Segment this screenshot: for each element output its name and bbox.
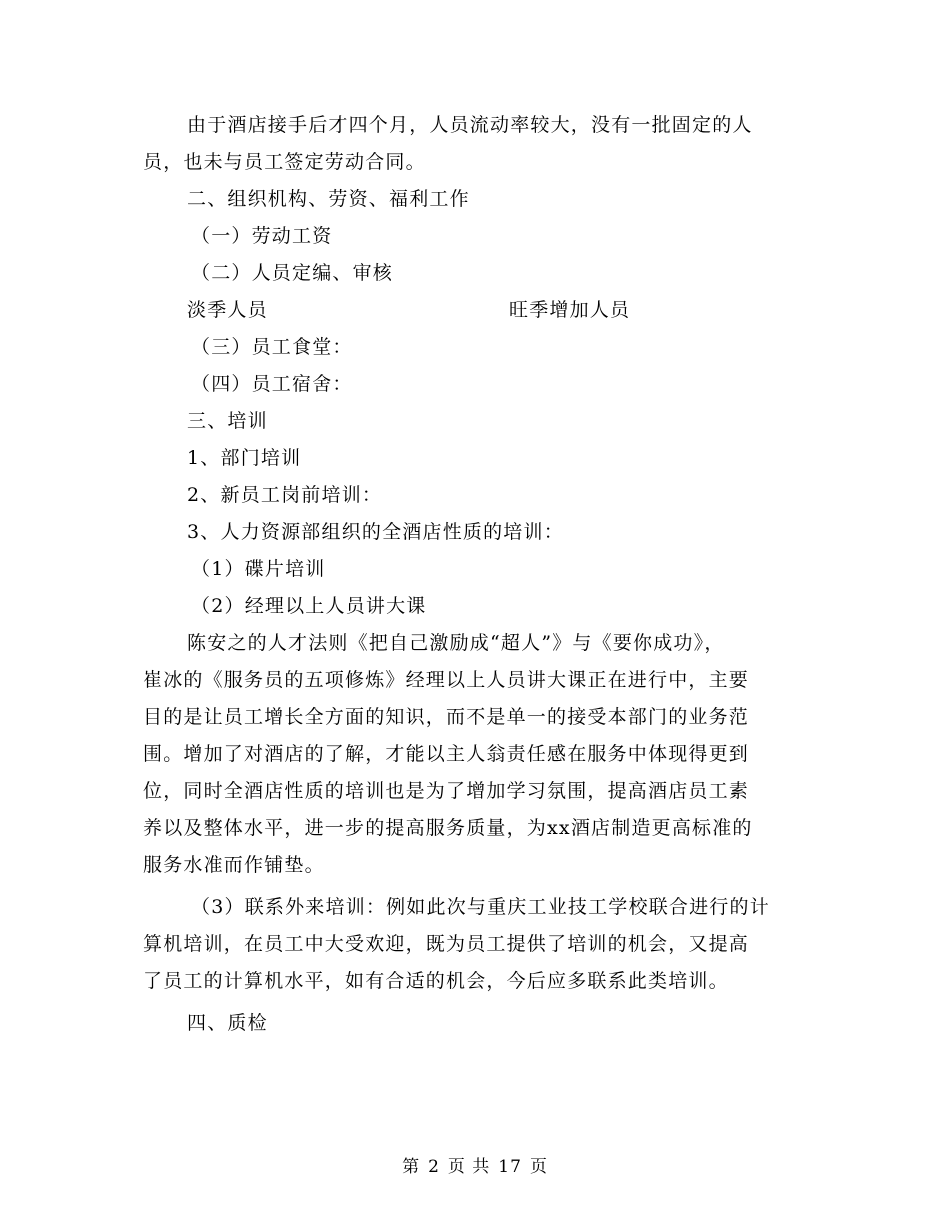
paragraph-line: 员，也未与员工签定劳动合同。 <box>143 151 426 173</box>
peakseason-staff-label: 旺季增加人员 <box>509 299 631 321</box>
page-label-prefix: 第 <box>402 1157 421 1177</box>
paragraph-line: （3）联系外来培训：例如此次与重庆工业技工学校联合进行的计 <box>191 896 770 918</box>
paragraph-line: 位，同时全酒店性质的培训也是为了增加学习氛围，提高酒店员工素 <box>143 780 750 802</box>
section-heading: 四、质检 <box>187 1012 268 1034</box>
page-label-mid: 页 共 <box>447 1157 491 1177</box>
list-item: 1、部门培训 <box>187 447 302 469</box>
paragraph-line: 服务水准而作铺垫。 <box>143 854 325 876</box>
paragraph-line: 了员工的计算机水平，如有合适的机会，今后应多联系此类培训。 <box>143 970 729 992</box>
section-heading: 三、培训 <box>187 410 268 432</box>
list-item: 2、新员工岗前培训： <box>187 484 383 506</box>
page-label-suffix: 页 <box>529 1157 548 1177</box>
paragraph-line: 养以及整体水平，进一步的提高服务质量，为xx酒店制造更高标准的 <box>143 817 753 839</box>
paragraph-line: 围。增加了对酒店的了解，才能以主人翁责任感在服务中体现得更到 <box>143 743 750 765</box>
subsection-heading: （二）人员定编、审核 <box>191 262 394 284</box>
paragraph-line: 目的是让员工增长全方面的知识，而不是单一的接受本部门的业务范 <box>143 706 750 728</box>
section-heading: 二、组织机构、劳资、福利工作 <box>187 188 470 210</box>
document-body <box>143 107 807 1042</box>
sub-list-item: （1）碟片培训 <box>191 558 326 580</box>
paragraph-line: 由于酒店接手后才四个月，人员流动率较大，没有一批固定的人 <box>187 114 753 136</box>
list-item: 3、人力资源部组织的全酒店性质的培训： <box>187 521 564 543</box>
paragraph-line: 崔冰的《服务员的五项修炼》经理以上人员讲大课正在进行中，主要 <box>143 669 750 691</box>
subsection-heading: （四）员工宿舍： <box>191 373 353 395</box>
total-pages-number: 17 <box>498 1157 522 1177</box>
subsection-heading: （一）劳动工资 <box>191 225 333 247</box>
staffing-row <box>143 292 807 329</box>
page-footer <box>0 1152 950 1177</box>
paragraph-line: 算机培训，在员工中大受欢迎，既为员工提供了培训的机会，又提高 <box>143 933 750 955</box>
offseason-staff-label: 淡季人员 <box>187 299 268 321</box>
current-page-number: 2 <box>428 1157 440 1177</box>
sub-list-item: （2）经理以上人员讲大课 <box>191 595 427 617</box>
subsection-heading: （三）员工食堂： <box>191 336 353 358</box>
paragraph-line: 陈安之的人才法则《把自己激励成“超人”》与《要你成功》， <box>187 632 725 654</box>
